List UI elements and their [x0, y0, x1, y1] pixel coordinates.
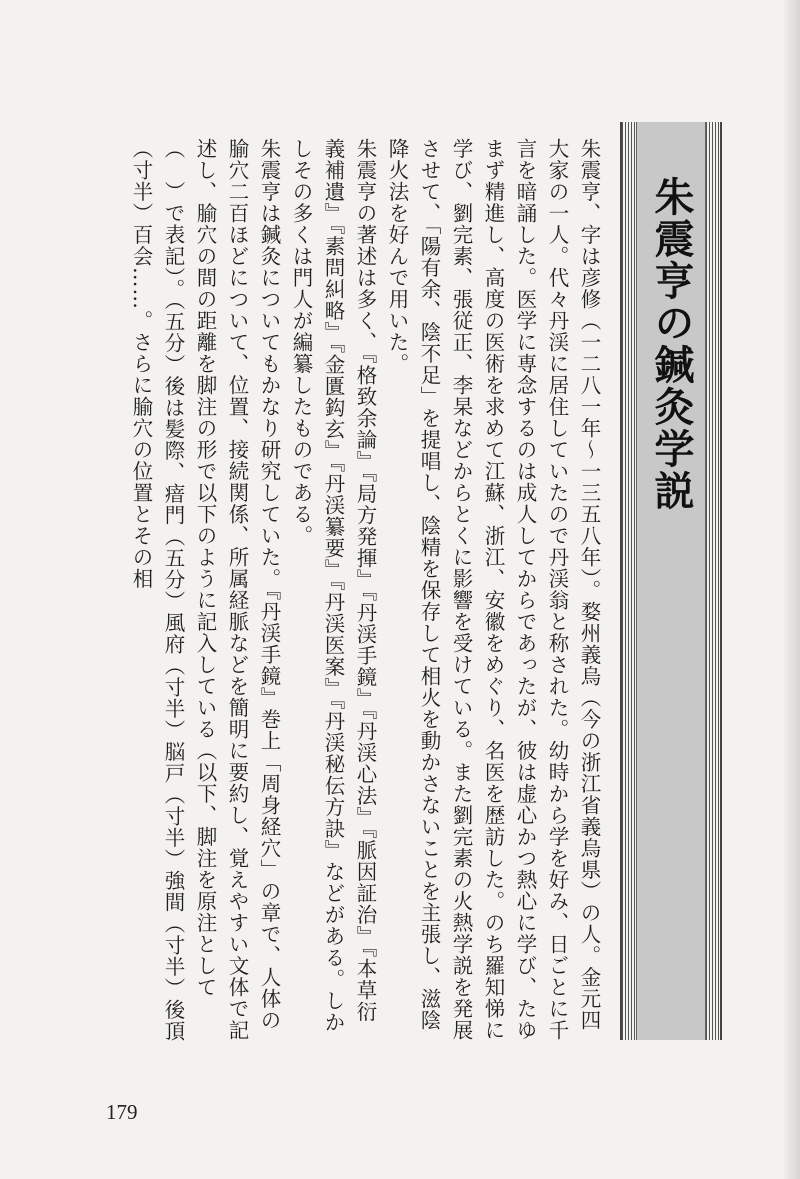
paragraph-1: 朱震亨、字は彦修（一二八一年～一三五八年）。婺州義烏（今の浙江省義烏県）の人。金元四大家の一人。代々丹渓に居住していたので丹渓翁と称された。幼時から学を好み、日ごとに千言を暗誦した。医学に専念するのは成人してからであったが、彼は虚心かつ熱心に学び、たゆまず精進し、高度の医術を求めて江蘇、浙江、安徽をめぐり、名医を歴訪した。のち羅知悌に学び、劉完素、張従正、李杲などからとくに影響を受けている。また劉完素の火熱学説を発展させて、「陽有余、陰不足」を提唱し、陰精を保存して相火を動かさないことを主張し、滋陰降火法を好んで用いた。: [385, 138, 601, 1041]
chapter-title: 朱震亨の鍼灸学説: [648, 176, 695, 512]
chapter-title-box: [620, 122, 722, 1040]
chapter-title-panel: [636, 122, 706, 1040]
body-text: [5, 138, 605, 1043]
page-number: 179: [106, 1100, 138, 1124]
paragraph-2: 朱震亨の著述は多く、『格致余論』『局方発揮』『丹渓手鏡』『丹渓心法』『脈因証治』『本草衍義補遺』『素問糾略』『金匱鈎玄』『丹渓纂要』『丹渓医案』『丹渓秘伝方訣』などがある。しかしその多くは門人が編纂したものである。: [289, 138, 377, 1033]
page-edge-shadow: [782, 0, 800, 1179]
paragraph-3: 朱震亨は鍼灸についてもかなり研究していた。『丹渓手鏡』巻上「周身経穴」の章で、人体の腧穴二百ほどについて、位置、接続関係、所属経脈などを簡明に要約し、覚えやすい文体で記述し、腧穴の間の距離を脚注の形で以下のように記入している（以下、脚注を原注として（ ）で表記）。（五分）後は髪際、瘖門（五分）風府（寸半）脳戸（寸半）強間（寸半）後頂（寸半）百会……。さらに腧穴の位置とその相: [129, 138, 281, 1042]
